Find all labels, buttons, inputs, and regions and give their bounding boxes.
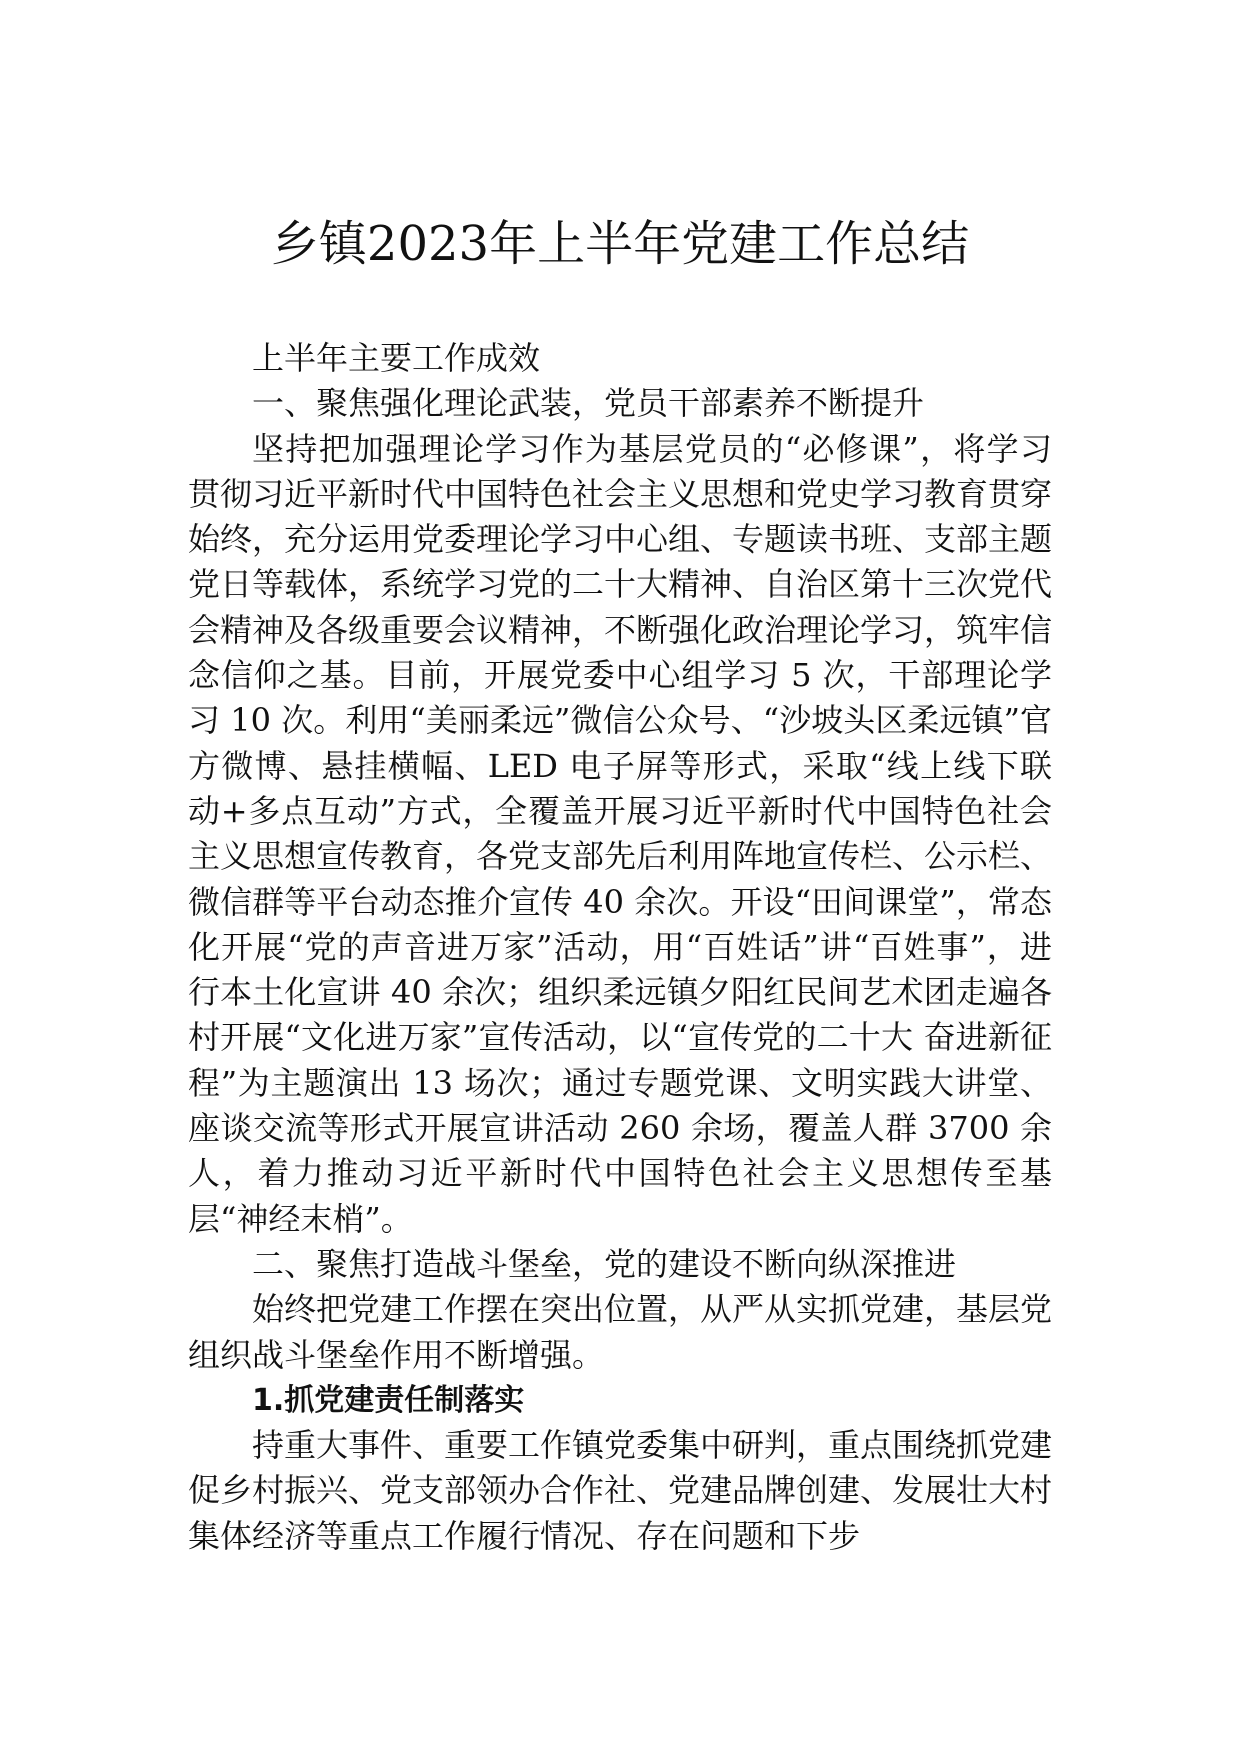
section-2-paragraph: 始终把党建工作摆在突出位置，从严从实抓党建，基层党组织战斗堡垒作用不断增强。 [188, 1290, 1053, 1374]
section-intro-heading: 上半年主要工作成效 [252, 339, 541, 377]
subsection-1-paragraph: 持重大事件、重要工作镇党委集中研判，重点围绕抓党建促乡村振兴、党支部领办合作社、党建品牌创建、发展壮大村集体经济等重点工作履行情况、存在问题和下步 [188, 1426, 1053, 1555]
section-2-heading: 二、聚焦打造战斗堡垒，党的建设不断向纵深推进 [252, 1244, 957, 1283]
document-body [188, 336, 1052, 1559]
subsection-1-heading: 1.抓党建责任制落实 [252, 1382, 525, 1418]
document-title: 乡镇2023年上半年党建工作总结 [270, 216, 970, 272]
section-1-paragraph: 坚持把加强理论学习作为基层党员的“必修课”，将学习贯彻习近平新时代中国特色社会主义思想和党史学习教育贯穿始终，充分运用党委理论学习中心组、专题读书班、支部主题党日等载体，系统学习党的二十大精神、自治区第十三次党代会精神及各级重要会议精神，不断强化政治理论学习，筑牢信念信仰之基。目前，开展党委中心组学习 5 次，干部理论学习 10 次。利用“美丽柔远”微信公众号、“沙坡头区柔远镇”官方微博、悬挂横幅、LED 电子屏等形式，采取“线上线下联动+多点互动”方式，全覆盖开展习近平新时代中国特色社会主义思想宣传教育，各党支部先后利用阵地宣传栏、公示栏、微信群等平台动态推介宣传 40 余次。开设“田间课堂”，常态化开展“党的声音进万家”活动，用“百姓话”讲“百姓事”，进行本土化宣讲 40 余次；组织柔远镇夕阳红民间艺术团走遍各村开展“文化进万家”宣传活动，以“宣传党的二十大 奋进新征程”为主题演出 13 场次；通过专题党课、文明实践大讲堂、座谈交流等形式开展宣讲活动 260 余场，覆盖人群 3700 余人，着力推动习近平新时代中国特色社会主义思想传至基层“神经末梢”。 [188, 429, 1053, 1238]
section-1-heading: 一、聚焦强化理论武装，党员干部素养不断提升 [252, 384, 925, 423]
